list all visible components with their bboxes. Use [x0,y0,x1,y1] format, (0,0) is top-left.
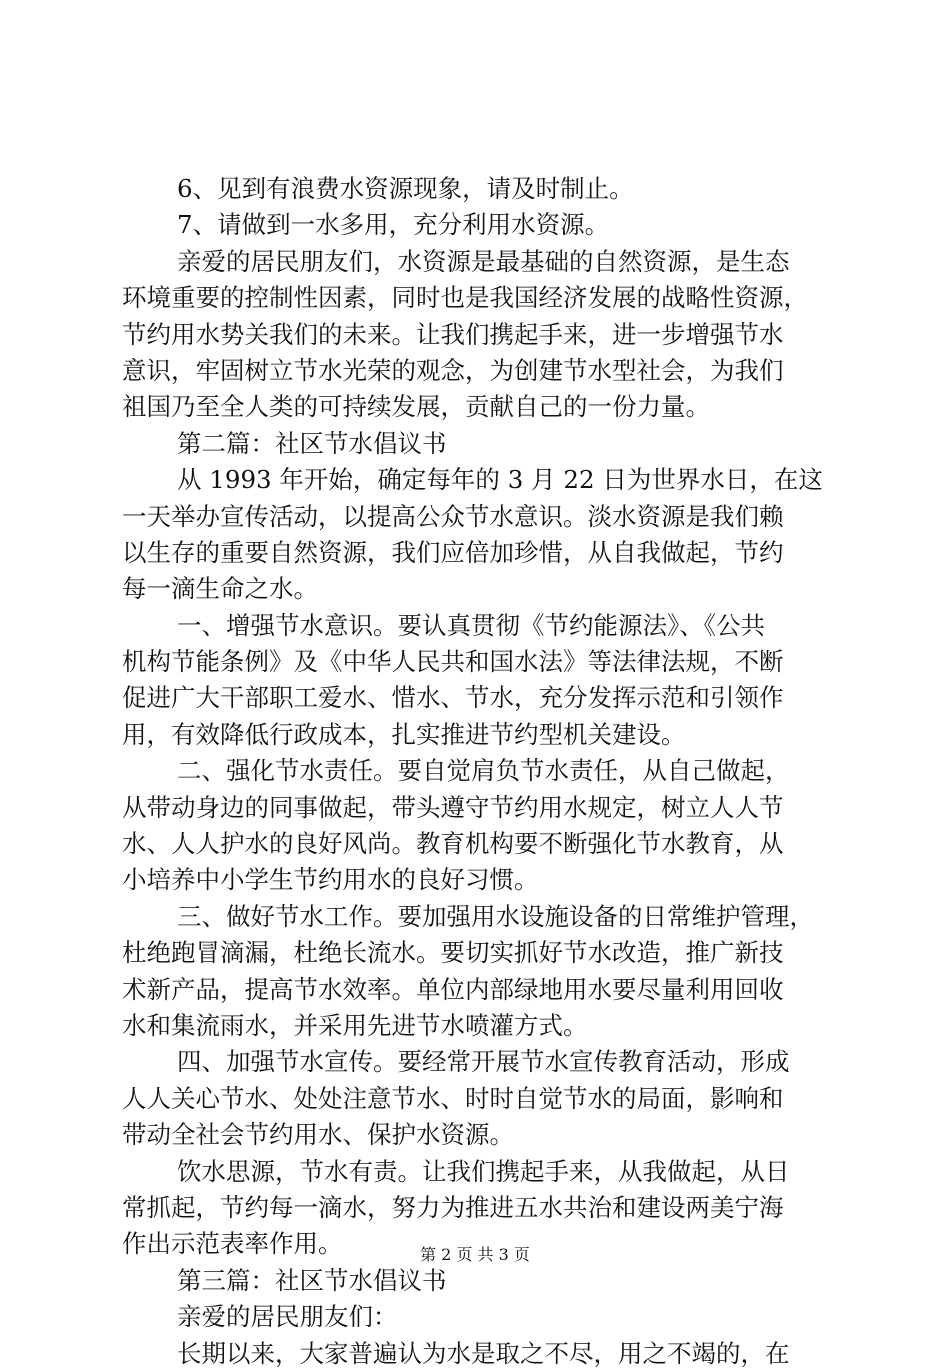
text-line: 带动全社会节约用水、保护水资源。 [122,1120,514,1150]
text-line: 从带动身边的同事做起，带头遵守节约用水规定，树立人人节 [122,792,784,822]
text-line: 术新产品，提高节水效率。单位内部绿地用水要尽量利用回收 [122,974,784,1004]
text-line: 7、请做到一水多用，充分利用水资源。 [177,210,610,240]
text-line: 每一滴生命之水。 [122,574,318,604]
text-line: 亲爱的居民朋友们： [177,1302,398,1332]
text-line: 祖国乃至全人类的可持续发展，贡献自己的一份力量。 [122,392,710,422]
text-line: 促进广大干部职工爱水、惜水、节水，充分发挥示范和引领作 [122,683,784,713]
text-line: 常抓起，节约每一滴水，努力为推进五水共治和建设两美宁海 [122,1192,784,1222]
text-line: 小培养中小学生节约用水的良好习惯。 [122,865,539,895]
text-line: 作出示范表率作用。 [122,1229,343,1259]
text-line: 以生存的重要自然资源，我们应倍加珍惜，从自我做起，节约 [122,537,784,567]
page-footer: 第 2 页 共 3 页 [420,1245,530,1264]
text-line: 6、见到有浪费水资源现象，请及时制止。 [177,174,634,203]
text-line: 意识，牢固树立节水光荣的观念，为创建节水型社会，为我们 [122,355,784,385]
text-line: 饮水思源，节水有责。让我们携起手来，从我做起，从日 [177,1156,790,1186]
text-line: 水、人人护水的良好风尚。教育机构要不断强化节水教育，从 [122,829,784,859]
text-line: 水和集流雨水，并采用先进节水喷灌方式。 [122,1010,588,1040]
document-body [122,171,834,1372]
text-line: 亲爱的居民朋友们，水资源是最基础的自然资源，是生态 [177,246,790,276]
text-line: 长期以来，大家普遍认为水是取之不尽，用之不竭的，在 [177,1338,790,1368]
text-line: 第三篇：社区节水倡议书 [177,1265,447,1295]
text-line: 环境重要的控制性因素，同时也是我国经济发展的战略性资源， [122,283,808,313]
text-line: 杜绝跑冒滴漏，杜绝长流水。要切实抓好节水改造，推广新技 [122,938,784,968]
text-line: 用，有效降低行政成本，扎实推进节约型机关建设。 [122,719,686,749]
text-line: 四、加强节水宣传。要经常开展节水宣传教育活动，形成 [177,1047,790,1077]
text-line: 第二篇：社区节水倡议书 [177,428,447,458]
text-line: 一、增强节水意识。要认真贯彻《节约能源法》、《公共 [177,610,765,640]
text-line: 二、强化节水责任。要自觉肩负节水责任，从自己做起， [177,756,790,786]
text-line: 节约用水势关我们的未来。让我们携起手来，进一步增强节水 [122,319,784,349]
text-line: 三、做好节水工作。要加强用水设施设备的日常维护管理， [177,901,814,931]
text-line: 从 1993 年开始，确定每年的 3 月 22 日为世界水日，在这 [177,465,823,495]
text-line: 一天举办宣传活动，以提高公众节水意识。淡水资源是我们赖 [122,501,784,531]
text-line: 人人关心节水、处处注意节水、时时自觉节水的局面，影响和 [122,1083,784,1113]
text-line: 机构节能条例》及《中华人民共和国水法》等法律法规，不断 [122,647,784,677]
